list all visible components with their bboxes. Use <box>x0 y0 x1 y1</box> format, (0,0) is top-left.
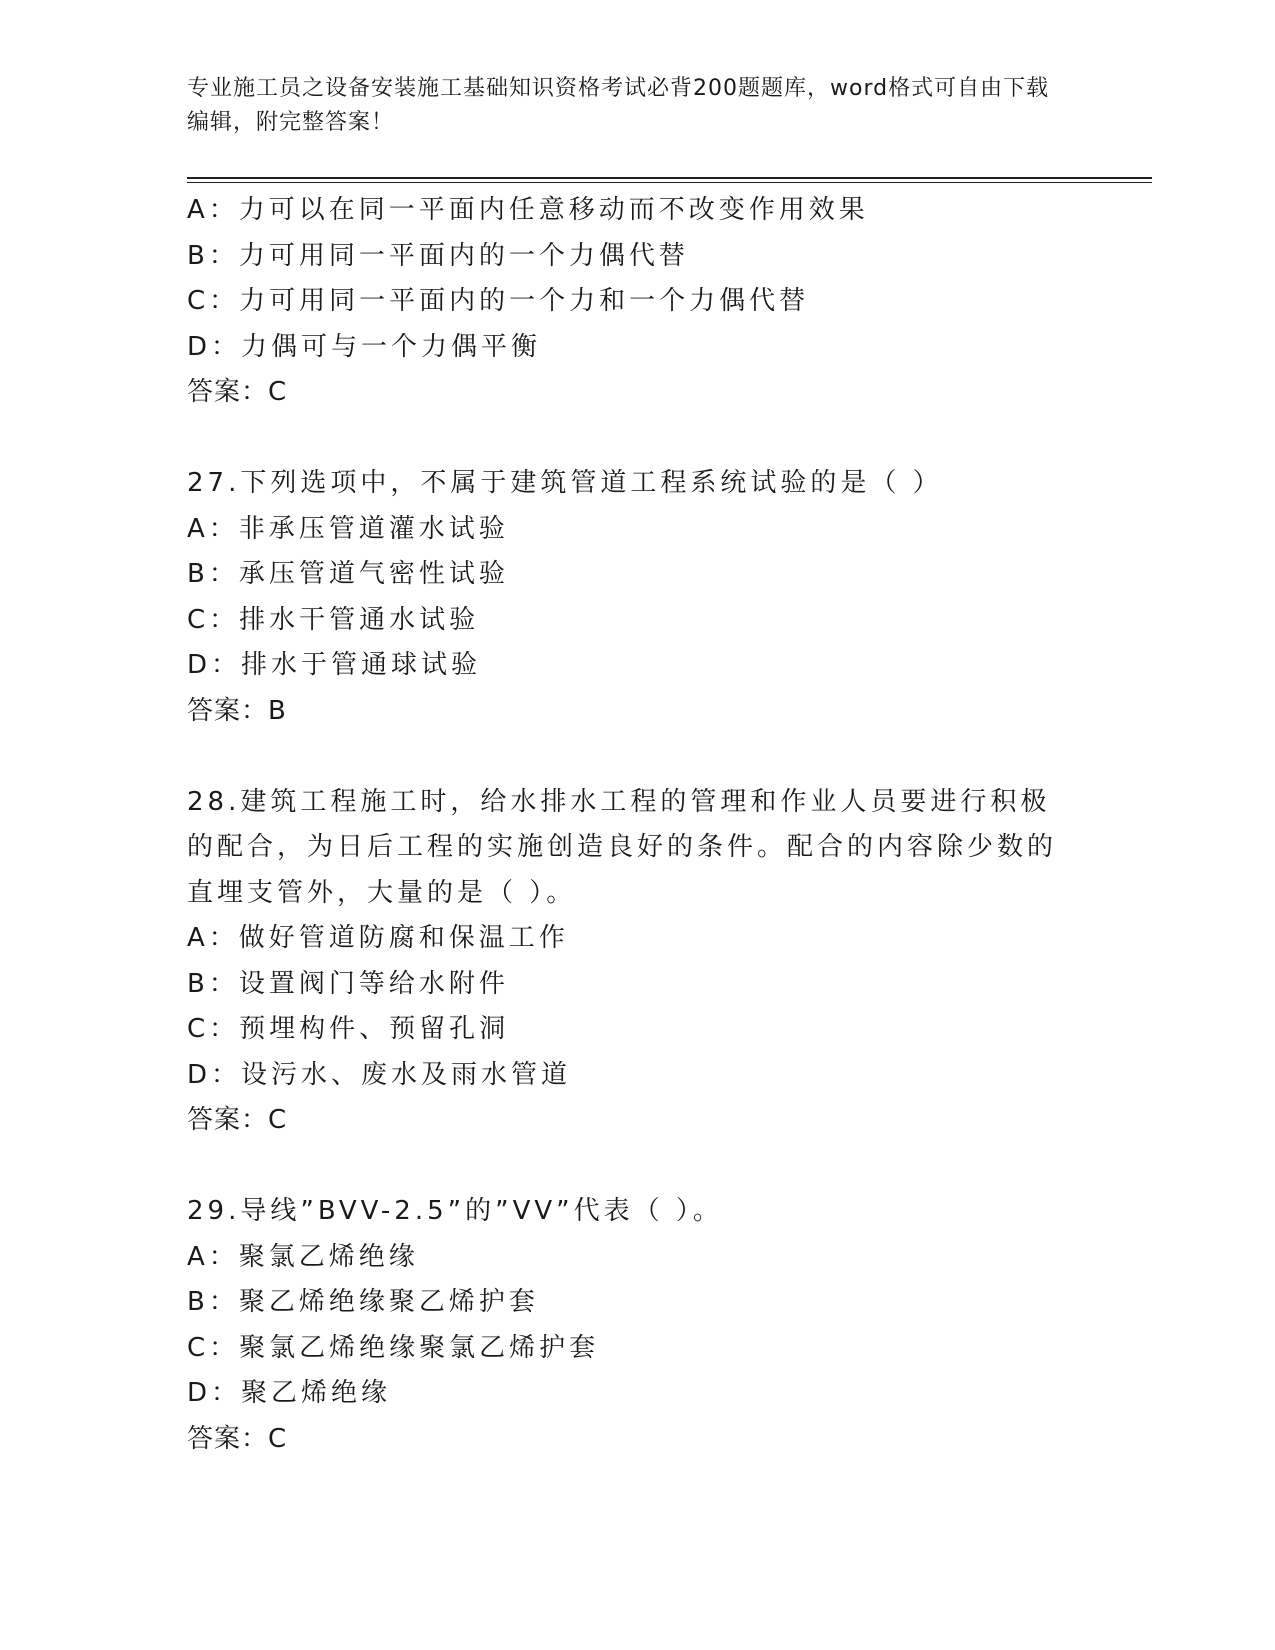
spacer <box>187 1144 1087 1190</box>
option-c: C：预埋构件、预留孔洞 <box>187 1014 510 1044</box>
option-c: C：排水干管通水试验 <box>187 604 480 635</box>
option-d: D：聚乙烯绝缘 <box>187 1378 392 1408</box>
answer-line: 答案：C <box>187 1423 288 1454</box>
option-a: A：聚氯乙烯绝缘 <box>187 1241 419 1272</box>
option-a: A：做好管道防腐和保温工作 <box>187 923 569 953</box>
document-header: 专业施工员之设备安装施工基础知识资格考试必背200题题库，word格式可自由下载编辑，附完整答案！ <box>187 76 1050 135</box>
question-text: 27.下列选项中，不属于建筑管道工程系统试验的是（ ） <box>187 468 943 498</box>
spacer <box>187 734 1087 780</box>
option-d: D：排水于管通球试验 <box>187 650 482 680</box>
option-b: B：力可用同一平面内的一个力偶代替 <box>187 240 689 271</box>
question-list <box>187 188 1087 1462</box>
option-c: C：力可用同一平面内的一个力和一个力偶代替 <box>187 286 810 316</box>
option-d: D：力偶可与一个力偶平衡 <box>187 331 542 362</box>
answer-line: 答案：B <box>187 695 287 726</box>
question-block-27 <box>187 461 1087 734</box>
option-d: D：设污水、废水及雨水管道 <box>187 1059 572 1090</box>
option-c: C：聚氯乙烯绝缘聚氯乙烯护套 <box>187 1332 600 1363</box>
header-rule-thick <box>187 177 1152 179</box>
option-b: B：承压管道气密性试验 <box>187 559 509 589</box>
answer-line: 答案：C <box>187 377 288 407</box>
question-block-29 <box>187 1189 1087 1462</box>
question-text: 29.导线”BVV-2.5”的”VV”代表（ ）。 <box>187 1196 723 1226</box>
question-block-26 <box>187 188 1087 416</box>
option-b: B：聚乙烯绝缘聚乙烯护套 <box>187 1287 539 1317</box>
question-text: 28.建筑工程施工时，给水排水工程的管理和作业人员要进行积极的配合，为日后工程的实施创造良好的条件。配合的内容除少数的直埋支管外，大量的是（ ）。 <box>187 786 1058 908</box>
option-b: B：设置阀门等给水附件 <box>187 968 509 999</box>
answer-line: 答案：C <box>187 1105 288 1135</box>
option-a: A：力可以在同一平面内任意移动而不改变作用效果 <box>187 195 869 225</box>
option-a: A：非承压管道灌水试验 <box>187 513 509 544</box>
question-block-28 <box>187 780 1087 1144</box>
header-rule-thin <box>187 182 1152 183</box>
spacer <box>187 416 1087 462</box>
